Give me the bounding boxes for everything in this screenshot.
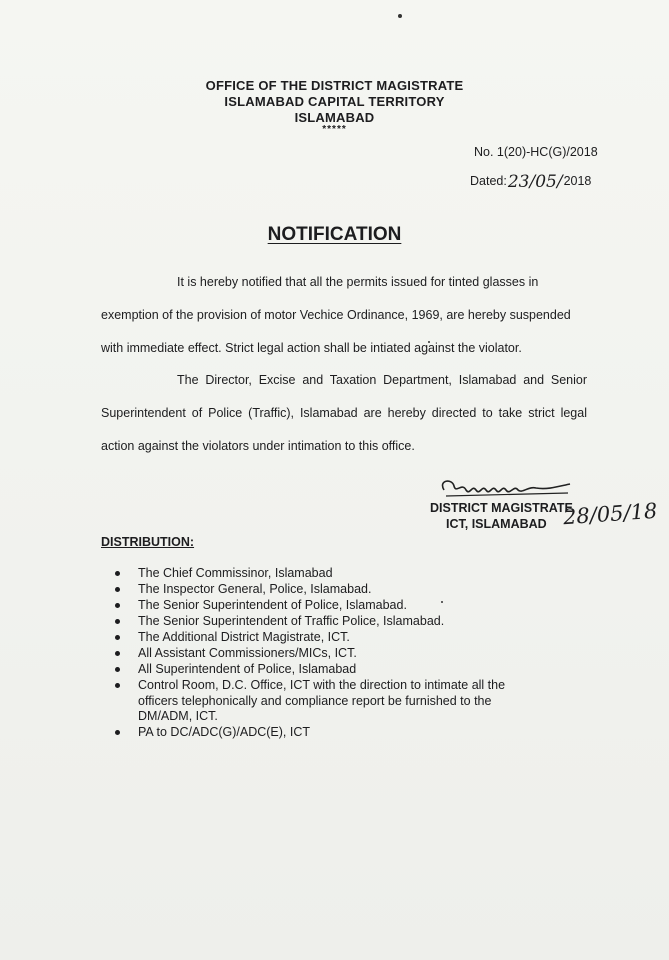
list-item-text: PA to DC/ADC(G)/ADC(E), ICT [138,725,311,739]
list-item [100,725,540,741]
bullet-icon [115,683,120,688]
ink-speck [398,14,402,18]
dated-handwritten: 23/05/ [507,172,563,192]
header-line-1: OFFICE OF THE DISTRICT MAGISTRATE [205,78,464,93]
signatory-block [430,500,573,532]
bullet-icon [115,571,120,576]
bullet-icon [115,619,120,624]
bullet-icon [115,730,120,735]
list-item [100,630,540,646]
list-item-text: The Chief Commissinor, Islamabad [138,566,333,580]
list-item-text: The Additional District Magistrate, ICT. [138,630,350,644]
bullet-icon [115,635,120,640]
paragraph-1-text: It is hereby notified that all the permits issued for tinted glasses in exemption of the provision of motor Vechice Ordinance, 1969, are hereby suspended with immediate effect. Strict legal action shall be intiated against the violator. [101,275,571,355]
list-item [100,598,540,614]
list-item [100,646,540,662]
dated-line [470,170,591,190]
list-item [100,662,540,678]
list-item-text: All Superintendent of Police, Islamabad [138,662,357,676]
dated-year: 2018 [563,174,592,188]
bullet-icon [115,651,120,656]
list-item-text: The Inspector General, Police, Islamabad. [138,582,372,596]
list-item-text: The Senior Superintendent of Police, Islamabad. [138,598,407,612]
paragraph-1 [101,266,587,365]
list-item [100,582,540,598]
header-separator: ***** [322,124,347,135]
signatory-designation: DISTRICT MAGISTRATE [430,501,573,515]
list-item [100,678,540,725]
office-header [0,78,669,134]
paragraph-2 [101,364,587,463]
signatory-office: ICT, ISLAMABAD [446,517,547,531]
signature-date: 28/05/18 [562,498,659,530]
reference-number: No. 1(20)-HC(G)/2018 [474,145,598,159]
list-item [100,614,540,630]
distribution-heading: DISTRIBUTION: [101,535,195,549]
notification-title: NOTIFICATION [267,224,402,245]
list-item-text: All Assistant Commissioners/MICs, ICT. [138,646,357,660]
distribution-list [100,566,540,741]
bullet-icon [115,667,120,672]
signature-scribble [436,476,576,500]
list-item [100,566,540,582]
paragraph-2-text: The Director, Excise and Taxation Department, Islamabad and Senior Superintendent of Police (Traffic), Islamabad are hereby directed to take strict legal action against the violators under intimation to this office. [101,373,587,453]
bullet-icon [115,603,120,608]
bullet-icon [115,587,120,592]
header-line-3: ISLAMABAD [294,110,375,125]
list-item-text: Control Room, D.C. Office, ICT with the direction to intimate all the officers telephonically and compliance report be furnished to the DM/ADM, ICT. [138,678,506,723]
dated-label: Dated: [470,174,507,188]
list-item-text: The Senior Superintendent of Traffic Police, Islamabad. [138,614,445,628]
header-line-2: ISLAMABAD CAPITAL TERRITORY [224,94,445,109]
